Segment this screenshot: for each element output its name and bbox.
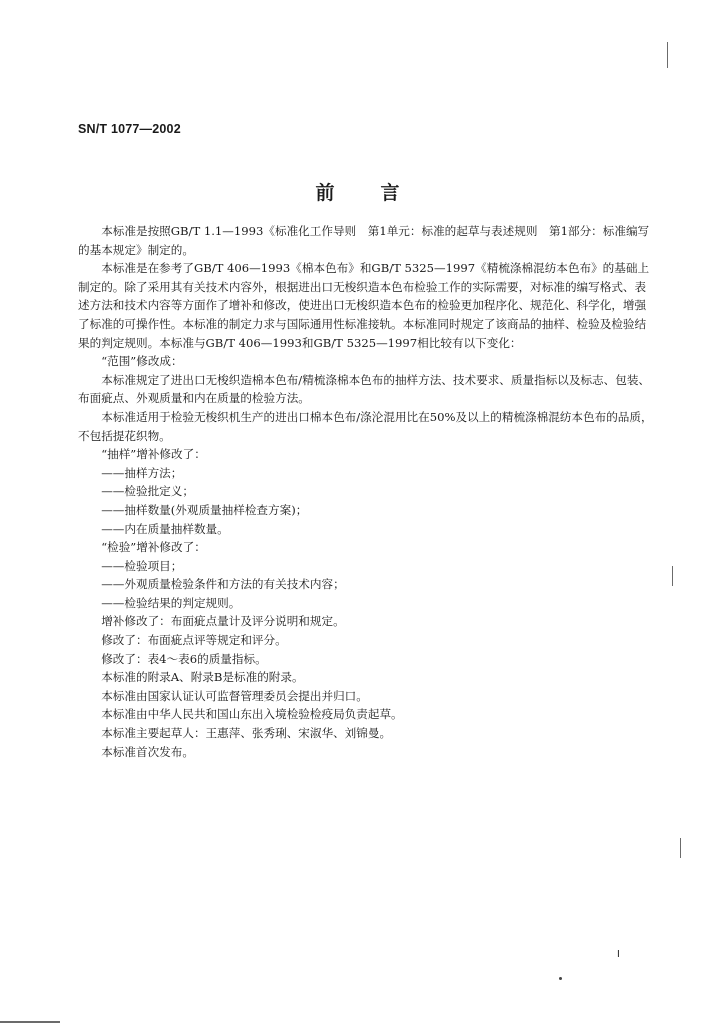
- list-item: ——检验批定义；: [101, 484, 194, 499]
- paragraph-drafter-org: 本标准由中华人民共和国山东出入境检验检疫局负责起草。: [101, 707, 403, 722]
- paragraph-sampling-heading: “抽样”增补修改了：: [101, 447, 206, 462]
- list-item: ——检验项目；: [101, 558, 183, 573]
- standard-number: SN/T 1077—2002: [78, 122, 181, 136]
- scan-mark: [672, 566, 673, 586]
- list-item: ——抽样方法；: [101, 465, 183, 480]
- paragraph-basis: 本标准是按照GB/T 1.1—1993《标准化工作导则 第1单元：标准的起草与表述规则 第1部分：标准编写的基本规定》制定的。: [78, 224, 650, 257]
- page-title: 前言: [315, 182, 446, 204]
- paragraph-first-issue: 本标准首次发布。: [101, 744, 194, 759]
- list-item: ——内在质量抽样数量。: [101, 521, 229, 536]
- list-item: ——检验结果的判定规则。: [101, 595, 241, 610]
- scan-mark: [667, 42, 668, 68]
- page-number: I: [617, 949, 620, 960]
- paragraph-scope-1: 本标准规定了进出口无梭织造棉本色布/精梳涤棉本色布的抽样方法、技术要求、质量指标以及标志、包装、布面疵点、外观质量和内在质量的检验方法。: [78, 372, 651, 406]
- paragraph-drafters: 本标准主要起草人：王惠萍、张秀琍、宋淑华、刘锦曼。: [101, 726, 392, 741]
- paragraph-reference: 本标准是在参考了GB/T 406—1993《棉本色布》和GB/T 5325—1997《精梳涤棉混纺本色布》的基础上制定的。除了采用其有关技术内容外，根据进出口无梭织造本色布检验工作的实际需要，对标准的编写格式、表述方法和技术内容等方面作了增补和修改，使进出口无梭织造本色布的检验更加程序化、规范化、科学化，增强了标准的可操作性。本标准的制定力求与国际通用性标准接轨。本标准同时规定了该商品的抽样、检验及检验结果的判定规则。本标准与GB/T 406—1993和GB/T 5325—1997相比较有以下变化：: [78, 261, 650, 350]
- foreword-body: [78, 222, 656, 761]
- list-item: ——外观质量检验条件和方法的有关技术内容；: [101, 577, 345, 592]
- scan-mark: [0, 1021, 60, 1023]
- paragraph-scope-heading: “范围”修改成：: [101, 354, 183, 369]
- scan-mark: [680, 838, 681, 858]
- paragraph-scope-2: 本标准适用于检验无梭织机生产的进出口棉本色布/涤沦混用比在50%及以上的精梳涤棉混纺本色布的品质，不包括提花织物。: [78, 409, 653, 443]
- paragraph-change: 修改了：表4～表6的质量指标。: [101, 651, 267, 666]
- scan-speck: [559, 977, 562, 980]
- list-item: ——抽样数量(外观质量抽样检查方案)；: [101, 502, 308, 517]
- paragraph-proposer: 本标准由国家认证认可监督管理委员会提出并归口。: [101, 688, 368, 703]
- paragraph-change: 增补修改了：布面疵点量计及评分说明和规定。: [101, 614, 345, 629]
- paragraph-change: 修改了：布面疵点评等规定和评分。: [101, 633, 287, 648]
- paragraph-annex: 本标准的附录A、附录B是标准的附录。: [101, 670, 304, 685]
- paragraph-inspection-heading: “检验”增补修改了：: [101, 540, 206, 555]
